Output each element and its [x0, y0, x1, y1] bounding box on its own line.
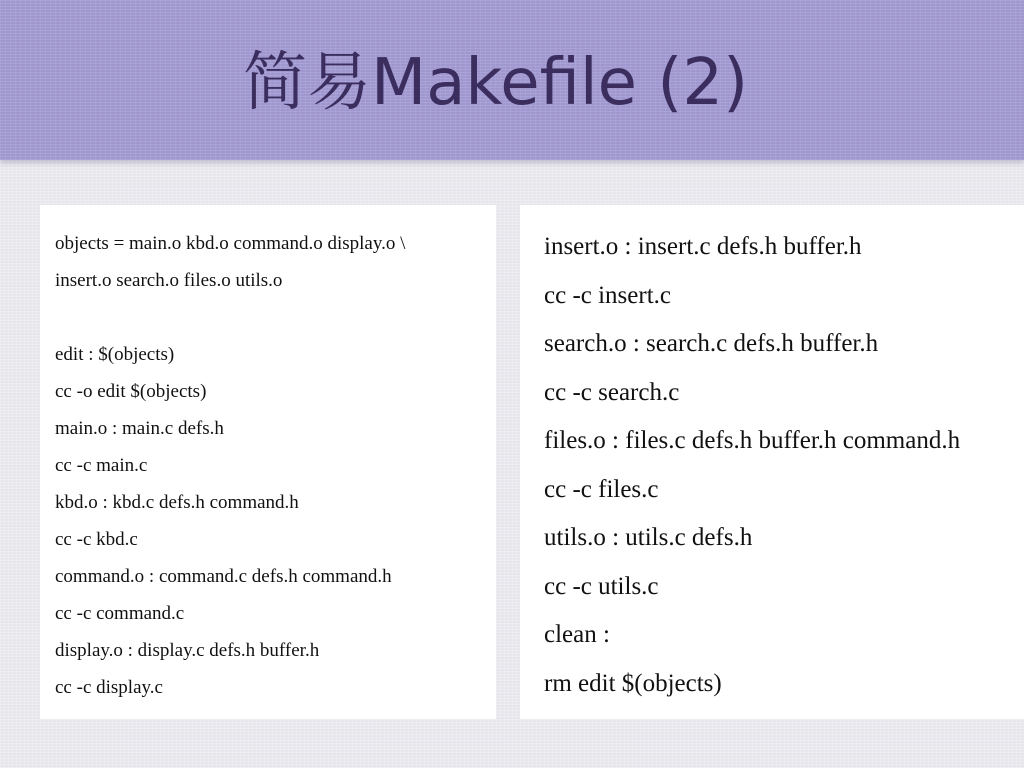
slide-title: 简易Makefile (2) — [243, 46, 749, 120]
code-line: rm edit $(objects) — [544, 669, 722, 697]
code-line: clean : — [544, 621, 610, 648]
code-line: command.o : command.c defs.h command.h — [55, 566, 392, 587]
code-line: cc -c command.c — [55, 603, 185, 624]
code-line: cc -c kbd.c — [55, 529, 138, 550]
makefile-code-panel-right — [520, 205, 1024, 719]
code-line: search.o : search.c defs.h buffer.h — [544, 330, 879, 357]
code-line: cc -c utils.c — [544, 572, 659, 600]
code-line: utils.o : utils.c defs.h — [544, 524, 753, 551]
code-line: cc -c display.c — [55, 677, 163, 698]
code-line: cc -c insert.c — [544, 281, 672, 309]
code-line: kbd.o : kbd.c defs.h command.h — [55, 492, 299, 513]
code-line: insert.o : insert.c defs.h buffer.h — [544, 233, 862, 260]
makefile-code-panel-left — [40, 205, 496, 719]
code-line: cc -c search.c — [544, 378, 680, 406]
code-line: cc -c main.c — [55, 455, 148, 476]
code-line: objects = main.o kbd.o command.o display.o \ — [55, 233, 406, 254]
code-line-blank — [55, 303, 496, 340]
code-line: insert.o search.o files.o utils.o — [55, 270, 283, 291]
code-line: main.o : main.c defs.h — [55, 418, 224, 439]
code-line: files.o : files.c defs.h buffer.h command.h — [544, 427, 961, 454]
code-line: edit : $(objects) — [55, 344, 175, 365]
code-line: display.o : display.c defs.h buffer.h — [55, 640, 320, 661]
title-band — [0, 0, 1024, 160]
code-line: cc -o edit $(objects) — [55, 381, 207, 402]
code-line: cc -c files.c — [544, 475, 659, 503]
